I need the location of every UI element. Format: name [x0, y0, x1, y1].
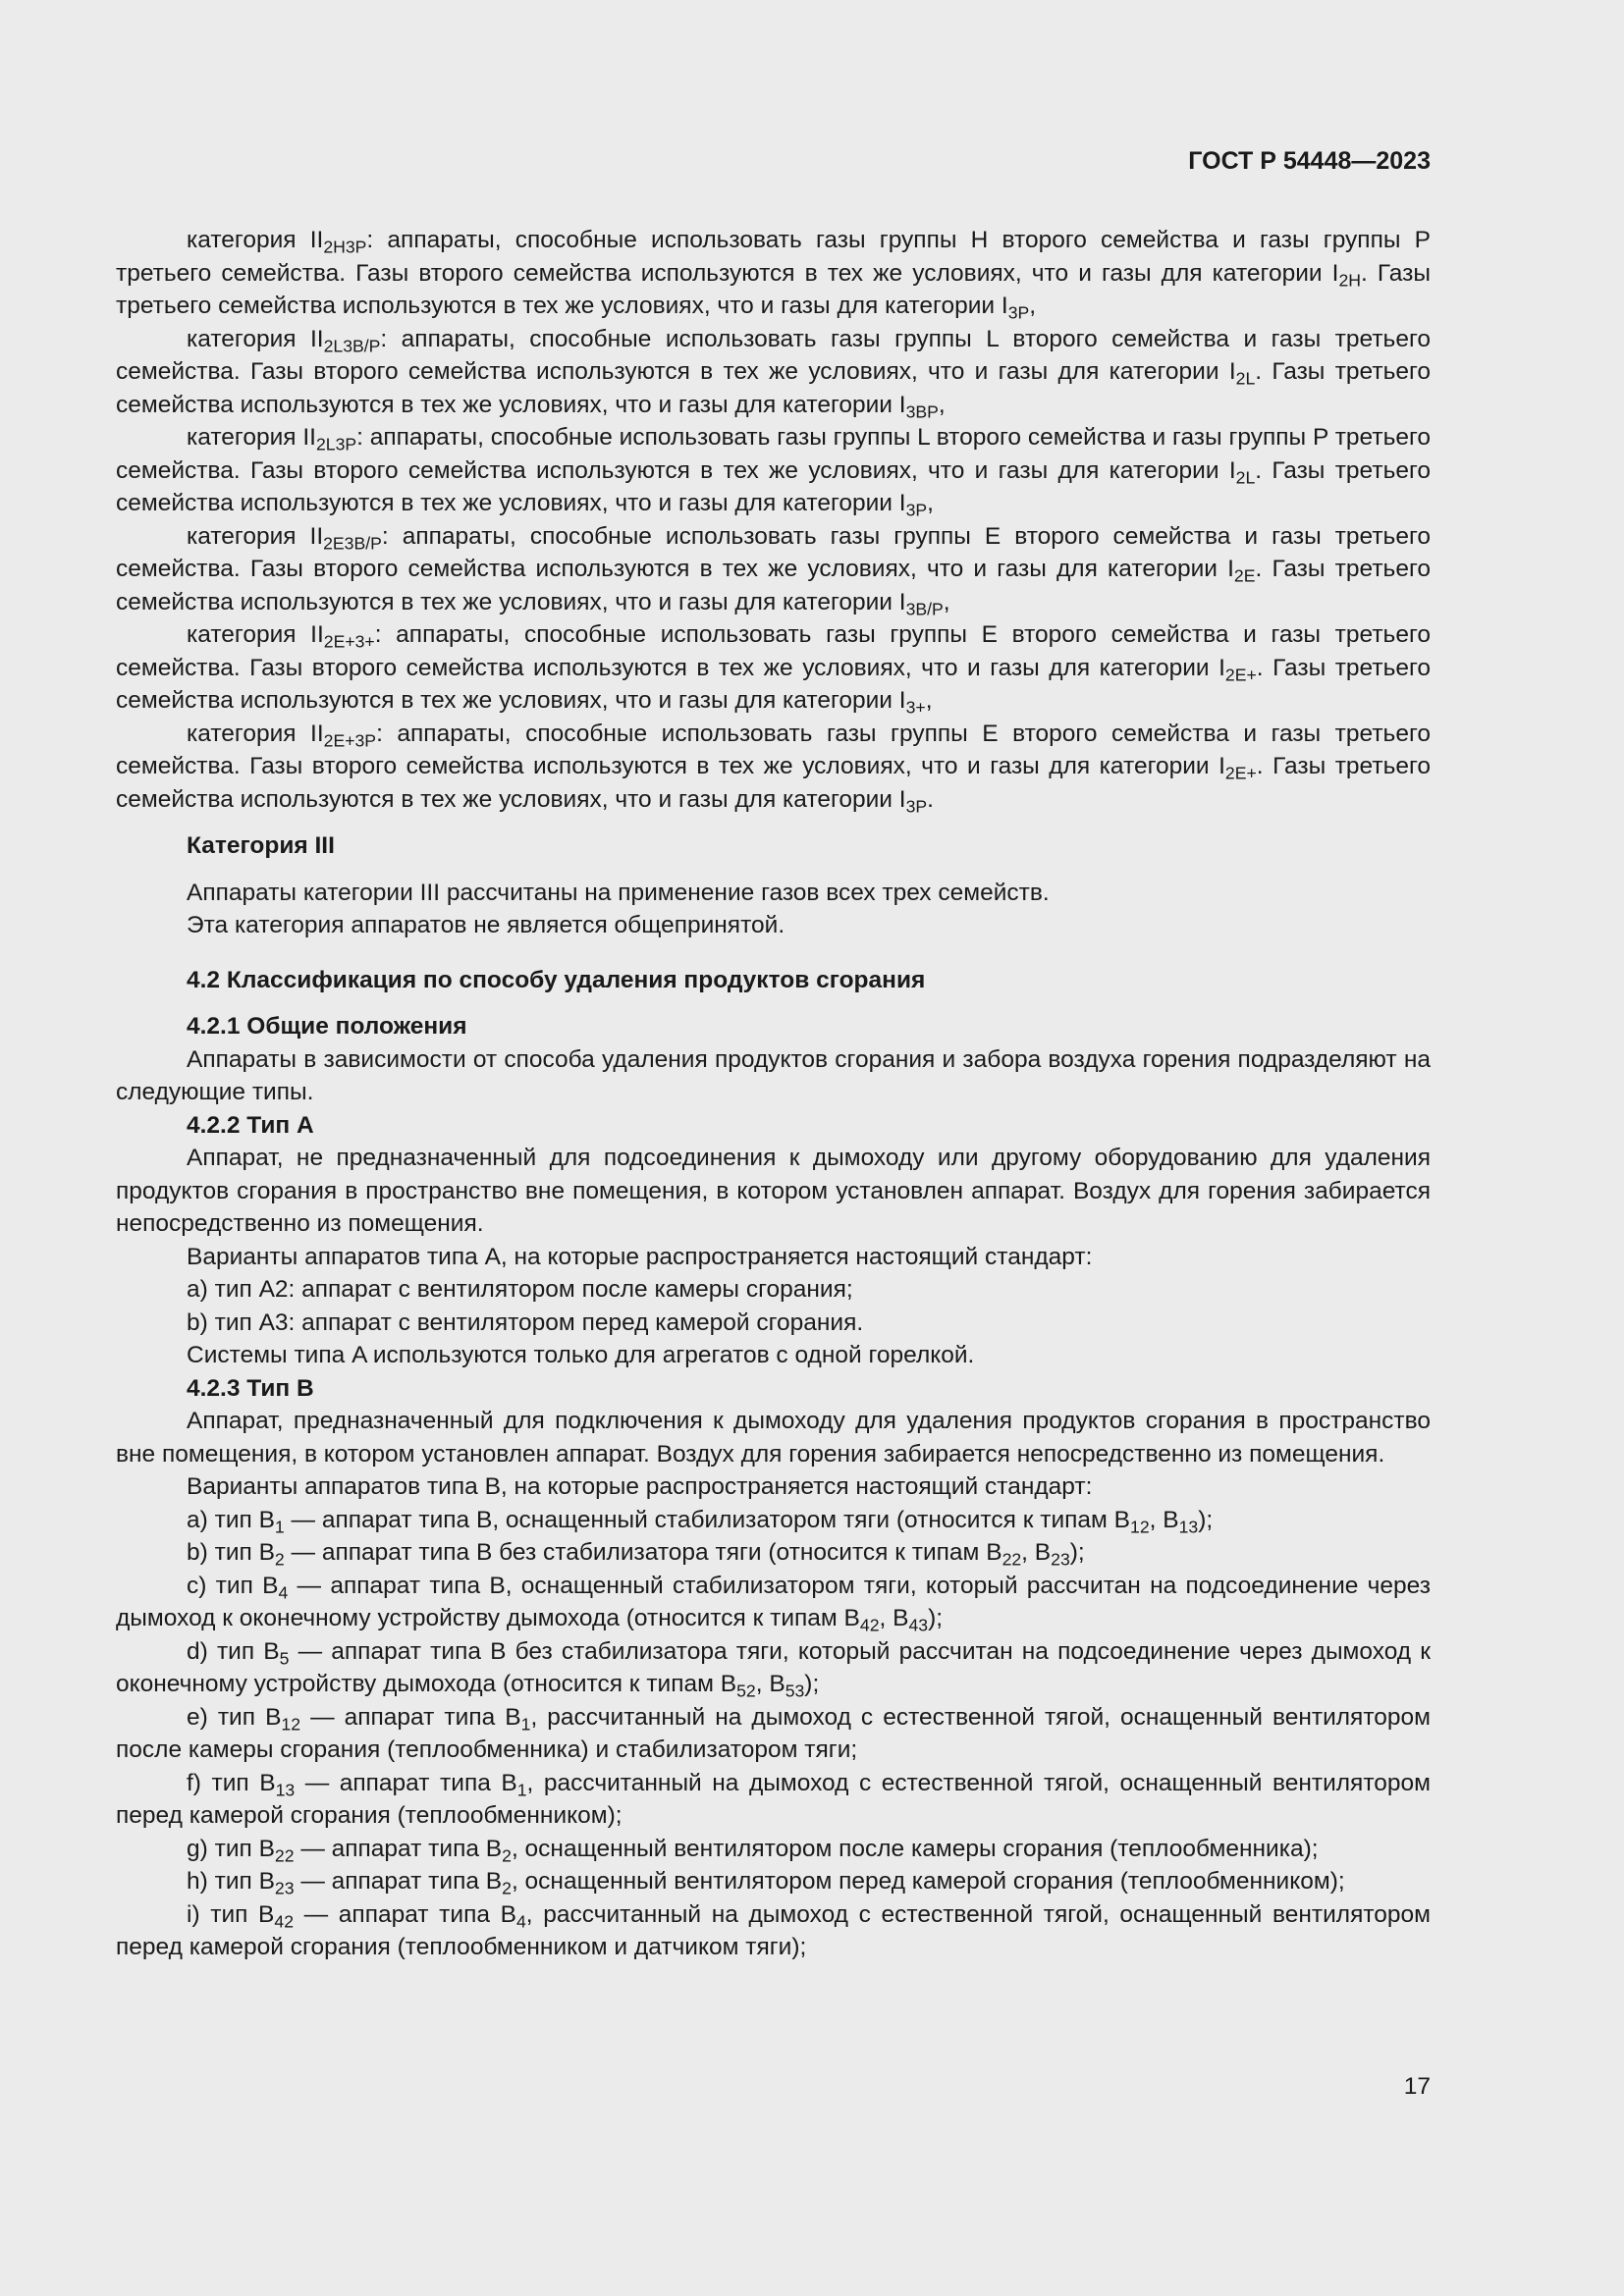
- paragraph-type-a-variants: Варианты аппаратов типа A, на которые распространяется настоящий стандарт:: [187, 1243, 1093, 1270]
- paragraph-type-a-note: Системы типа A используются только для агрегатов с одной горелкой.: [187, 1342, 975, 1368]
- heading-section-4-2-1: 4.2.1 Общие положения: [187, 1013, 467, 1040]
- heading-section-4-2: 4.2 Классификация по способу удаления продуктов сгорания: [187, 966, 926, 993]
- page-number: 17: [1403, 2073, 1431, 2100]
- paragraph-category-2l3p: категория $II_{2L3P}$: аппараты, способные использовать газы группы L второго семейства и газы группы P третьего семейства. Газы второго семейства используются в тех же условиях, что и газы для категории $I_{2L}$. Газы третьего семейства используются в тех же условиях, что и газы для категории $I_{3P}$,: [116, 424, 1431, 520]
- paragraph-category-2e3plus: категория $II_{2E+3+}$: аппараты, способные использовать газы группы E второго семейства и газы третьего семейства. Газы второго семейства используются в тех же условиях, что и газы для категории $I_{2E+}$. Газы третьего семейства используются в тех же условиях, что и газы для категории $I_{3+}$,: [116, 621, 1431, 718]
- paragraph-category-3-note: Эта категория аппаратов не является общепринятой.: [187, 912, 785, 938]
- page-body: [116, 224, 1431, 1964]
- paragraph-type-a-desc: Аппарат, не предназначенный для подсоединения к дымоходу или другому оборудованию для удаления продуктов сгорания в пространство вне помещения, в котором установлен аппарат. Воздух для горения забирается непосредственно из помещения.: [116, 1145, 1431, 1237]
- paragraph-type-b-variants: Варианты аппаратов типа B, на которые распространяется настоящий стандарт:: [187, 1473, 1093, 1500]
- paragraph-category-3-desc: Аппараты категории III рассчитаны на применение газов всех трех семейств.: [187, 879, 1050, 906]
- document-id-header: ГОСТ Р 54448—2023: [1188, 147, 1431, 175]
- list-item-type-b5: d) тип $B_5$ — аппарат типа B без стабилизатора тяги, который рассчитан на подсоединение через дымоход к оконечному устройству дымохода (относится к типам $B_{52}$, $B_{53}$);: [116, 1637, 1431, 1701]
- list-item-type-b42: i) тип $B_{42}$ — аппарат типа $B_4$, рассчитанный на дымоход с естественной тягой, оснащенный вентилятором перед камерой сгорания (теплообменником и датчиком тяги);: [116, 1900, 1432, 1960]
- list-item-type-b4: c) тип $B_4$ — аппарат типа B, оснащенный стабилизатором тяги, который рассчитан на подсоединение через дымоход к оконечному устройству дымохода (относится к типам $B_{42}$, $B_{43}$);: [116, 1572, 1431, 1635]
- paragraph-category-2l3bp: категория $II_{2L3B/P}$: аппараты, способные использовать газы группы L второго семейства и газы третьего семейства. Газы второго семейства используются в тех же условиях, что и газы для категории $I_{2L}$. Газы третьего семейства используются в тех же условиях, что и газы для категории $I_{3BP}$,: [116, 325, 1431, 422]
- paragraph-category-2e3p: категория $II_{2E+3P}$: аппараты, способные использовать газы группы E второго семейства и газы третьего семейства. Газы второго семейства используются в тех же условиях, что и газы для категории $I_{2E+}$. Газы третьего семейства используются в тех же условиях, что и газы для категории $I_{3P}$.: [116, 720, 1431, 817]
- list-item-type-b2: b) тип $B_2$ — аппарат типа B без стабилизатора тяги (относится к типам $B_{22}$, $B_{23}$);: [187, 1539, 1085, 1570]
- paragraph-category-2e3bp: категория $II_{2E3B/P}$: аппараты, способные использовать газы группы E второго семейства и газы третьего семейства. Газы второго семейства используются в тех же условиях, что и газы для категории $I_{2E}$. Газы третьего семейства используются в тех же условиях, что и газы для категории $I_{3B/P}$,: [116, 522, 1431, 619]
- paragraph-type-b-desc: Аппарат, предназначенный для подключения к дымоходу для удаления продуктов сгорания в пространство вне помещения, в котором установлен аппарат. Воздух для горения забирается непосредственно из помещения.: [116, 1408, 1431, 1468]
- list-item-type-b12: e) тип $B_{12}$ — аппарат типа $B_1$, рассчитанный на дымоход с естественной тягой, оснащенный вентилятором после камеры сгорания (теплообменника) и стабилизатором тяги;: [116, 1703, 1431, 1763]
- list-item-type-a2: a) тип A2: аппарат с вентилятором после камеры сгорания;: [187, 1276, 853, 1303]
- heading-section-4-2-3: 4.2.3 Тип B: [187, 1374, 314, 1402]
- list-item-type-a3: b) тип A3: аппарат с вентилятором перед камерой сгорания.: [187, 1308, 864, 1336]
- list-item-type-b22: g) тип $B_{22}$ — аппарат типа $B_2$, оснащенный вентилятором после камеры сгорания (теплообменника);: [187, 1835, 1319, 1866]
- paragraph-general: Аппараты в зависимости от способа удаления продуктов сгорания и забора воздуха горения подразделяют на следующие типы.: [116, 1045, 1431, 1105]
- heading-category-3: Категория III: [187, 832, 335, 859]
- list-item-type-b23: h) тип $B_{23}$ — аппарат типа $B_2$, оснащенный вентилятором перед камерой сгорания (теплообменником);: [187, 1868, 1345, 1898]
- heading-section-4-2-2: 4.2.2 Тип A: [187, 1111, 314, 1139]
- list-item-type-b13: f) тип $B_{13}$ — аппарат типа $B_1$, рассчитанный на дымоход с естественной тягой, оснащенный вентилятором перед камерой сгорания (теплообменником);: [116, 1769, 1431, 1829]
- list-item-type-b1: a) тип $B_1$ — аппарат типа B, оснащенный стабилизатором тяги (относится к типам $B_{12}$, $B_{13}$);: [187, 1506, 1214, 1537]
- paragraph-category-2h3p: категория $II_{2H3P}$: аппараты, способные использовать газы группы H второго семейства и газы группы P третьего семейства. Газы второго семейства используются в тех же условиях, что и газы для категории $I_{2H}$. Газы третьего семейства используются в тех же условиях, что и газы для категории $I_{3P}$,: [116, 227, 1431, 323]
